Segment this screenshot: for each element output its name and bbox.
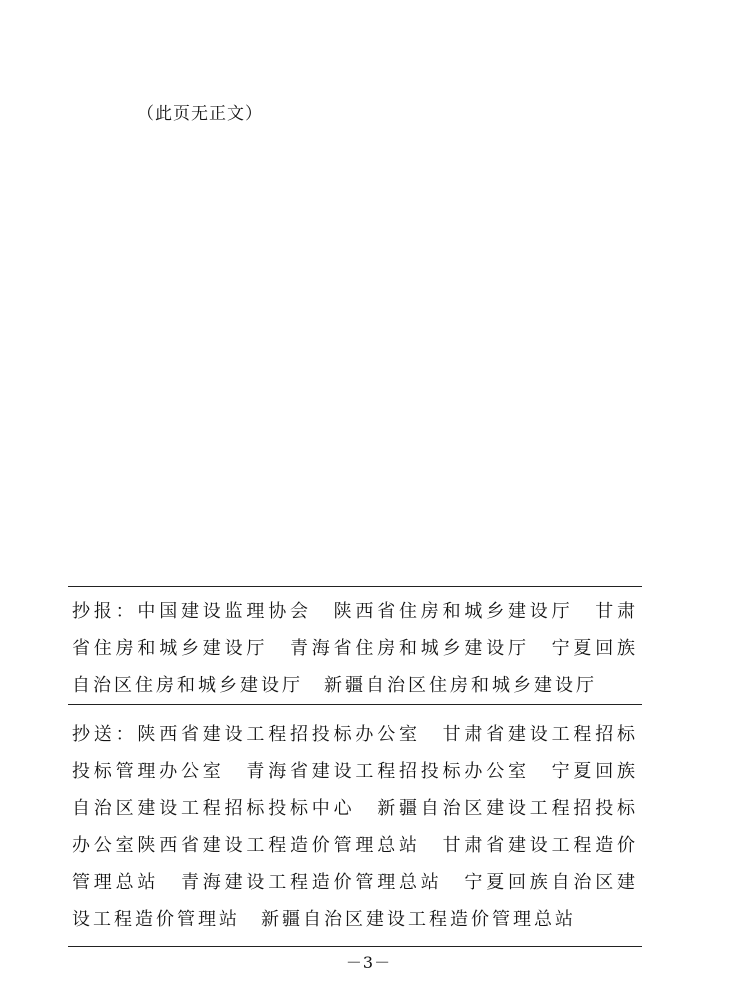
report-copy-list: 抄报：中国建设监理协会 陕西省住房和城乡建设厅 甘肃省住房和城乡建设厅 青海省住房和城乡建设厅 宁夏回族自治区住房和城乡建设厅 新疆自治区住房和城乡建设厅 bbox=[72, 601, 638, 696]
send-copy-list: 抄送：陕西省建设工程招投标办公室 甘肃省建设工程招标投标管理办公室 青海省建设工程招投标办公室 宁夏回族自治区建设工程招标投标中心 新疆自治区建设工程招投标办公室陕西省建设工程造价管理总站 甘肃省建设工程造价管理总站 青海建设工程造价管理总站 宁夏回族自治区建设工程造价管理站 新疆自治区建设工程造价管理总站 bbox=[72, 724, 638, 930]
middle-divider bbox=[68, 704, 642, 705]
bottom-divider bbox=[68, 946, 642, 947]
top-divider bbox=[68, 586, 642, 587]
page-number: －3－ bbox=[345, 953, 392, 972]
no-body-text-note: （此页无正文） bbox=[137, 104, 263, 124]
